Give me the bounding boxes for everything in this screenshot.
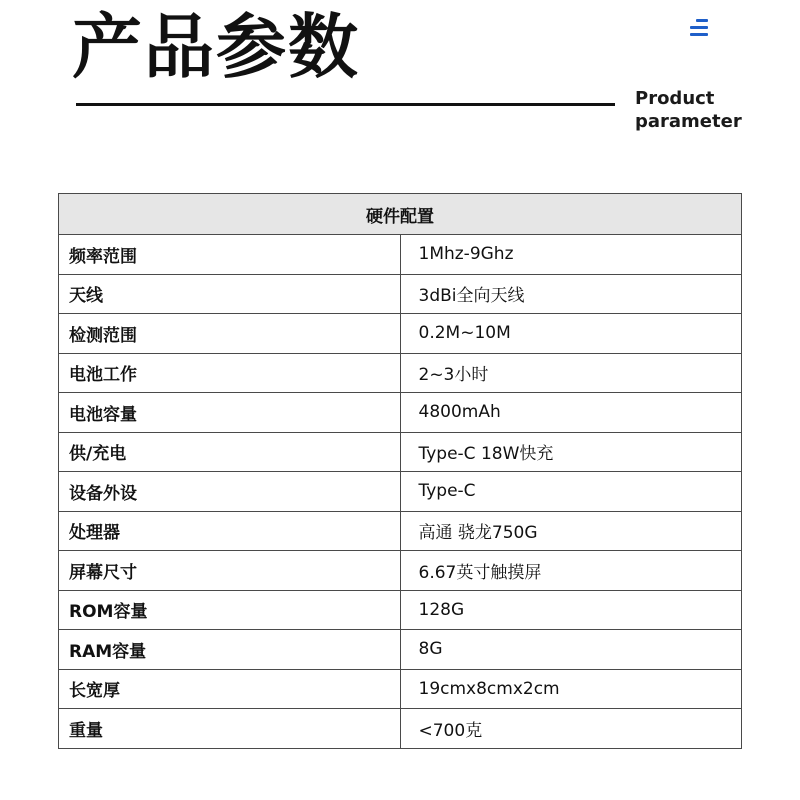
page-title: 产品参数 <box>72 6 360 88</box>
table-heading: 硬件配置 <box>59 194 742 235</box>
menu-icon-line <box>690 26 708 29</box>
row-label: 检测范围 <box>59 314 401 354</box>
table-row <box>59 472 742 512</box>
row-value: Type-C <box>400 472 742 512</box>
subtitle-line-1: Product <box>635 88 715 109</box>
table-row <box>59 511 742 551</box>
table-row <box>59 432 742 472</box>
row-value: 3dBi全向天线 <box>400 274 742 314</box>
table-row <box>59 709 742 749</box>
row-value: 0.2M~10M <box>400 314 742 354</box>
table-row <box>59 235 742 275</box>
table-row <box>59 314 742 354</box>
row-value: 128G <box>400 590 742 630</box>
page-subtitle <box>635 87 742 133</box>
row-value: 高通 骁龙750G <box>400 511 742 551</box>
row-label: ROM容量 <box>59 590 401 630</box>
table-row <box>59 551 742 591</box>
row-value: 6.67英寸触摸屏 <box>400 551 742 591</box>
menu-icon[interactable] <box>688 18 708 38</box>
row-label: 电池容量 <box>59 393 401 433</box>
row-value: 4800mAh <box>400 393 742 433</box>
row-value: 2~3小时 <box>400 353 742 393</box>
row-value: 19cmx8cmx2cm <box>400 669 742 709</box>
table-row <box>59 590 742 630</box>
row-label: 天线 <box>59 274 401 314</box>
row-label: 屏幕尺寸 <box>59 551 401 591</box>
menu-icon-line <box>690 33 708 36</box>
menu-icon-line <box>696 19 708 22</box>
title-divider <box>76 103 615 106</box>
table-header-row <box>59 194 742 235</box>
table-row <box>59 630 742 670</box>
row-label: 长宽厚 <box>59 669 401 709</box>
row-label: 处理器 <box>59 511 401 551</box>
row-value: 1Mhz-9Ghz <box>400 235 742 275</box>
row-value: 8G <box>400 630 742 670</box>
row-label: RAM容量 <box>59 630 401 670</box>
row-label: 重量 <box>59 709 401 749</box>
row-value: Type-C 18W快充 <box>400 432 742 472</box>
row-label: 供/充电 <box>59 432 401 472</box>
subtitle-line-2: parameter <box>635 111 742 132</box>
table-row <box>59 353 742 393</box>
row-label: 频率范围 <box>59 235 401 275</box>
row-label: 电池工作 <box>59 353 401 393</box>
row-label: 设备外设 <box>59 472 401 512</box>
row-value: <700克 <box>400 709 742 749</box>
spec-table <box>58 193 742 749</box>
table-row <box>59 669 742 709</box>
table-row <box>59 393 742 433</box>
table-row <box>59 274 742 314</box>
